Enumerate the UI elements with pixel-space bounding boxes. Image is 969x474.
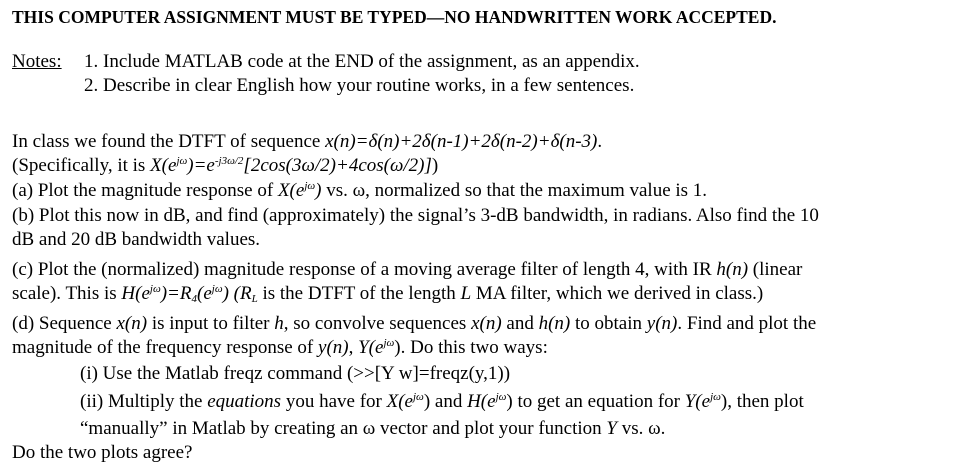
closing-question: Do the two plots agree? bbox=[12, 442, 193, 463]
part-b-line-2: dB and 20 dB bandwidth values. bbox=[12, 229, 261, 250]
sub-part-i: (i) Use the Matlab freqz command (>>[Y w]=freqz(y,1)) bbox=[80, 363, 511, 384]
sub-part-ii-line-2: “manually” in Matlab by creating an ω vector and plot your function Y vs. ω. bbox=[80, 418, 666, 439]
specifically-line: (Specifically, it is $X(e^{j\omega})=e^{-j3\omega/2}[2\cos(3\omega/2)+4\cos(\omega/2)]$) bbox=[12, 155, 439, 176]
part-d-line-2: magnitude of the frequency response of y(n), $Y(e^{j\omega})$. Do this two ways: bbox=[12, 337, 548, 358]
intro-line: In class we found the DTFT of sequence x(n)=δ(n)+2δ(n-1)+2δ(n-2)+δ(n-3). bbox=[12, 131, 603, 152]
part-d-line-1: (d) Sequence x(n) is input to filter h, so convolve sequences x(n) and h(n) to obtain y(n). Find and plot the bbox=[12, 313, 817, 334]
notes-label: Notes: bbox=[12, 51, 62, 72]
sequence-expression: x(n)=δ(n)+2δ(n-1)+2δ(n-2)+δ(n-3) bbox=[325, 131, 598, 152]
sub-part-ii-line-1: (ii) Multiply the equations you have for $X(e^{j\omega})$ and $H(e^{j\omega})$ to get an equation for $Y(e^{j\omega})$, then plot bbox=[80, 391, 804, 412]
part-a: (a) Plot the magnitude response of $X(e^{j\omega})$ vs. ω, normalized so that the maximum value is 1. bbox=[12, 180, 708, 201]
part-c-line-1: (c) Plot the (normalized) magnitude response of a moving average filter of length 4, with IR h(n) (linear bbox=[12, 259, 803, 280]
note-item-2: 2. Describe in clear English how your routine works, in a few sentences. bbox=[84, 75, 635, 96]
part-b-line-1: (b) Plot this now in dB, and find (approximately) the signal’s 3-dB bandwidth, in radians. Also find the 10 bbox=[12, 205, 819, 226]
note-item-1: 1. Include MATLAB code at the END of the assignment, as an appendix. bbox=[84, 51, 640, 72]
heading: THIS COMPUTER ASSIGNMENT MUST BE TYPED—NO HANDWRITTEN WORK ACCEPTED. bbox=[12, 7, 777, 27]
part-c-line-2: scale). This is $H(e^{j\omega})=R_4(e^{j\omega})$ ($R_L$ is the DTFT of the length L MA filter, which we derived in class.) bbox=[12, 283, 764, 305]
